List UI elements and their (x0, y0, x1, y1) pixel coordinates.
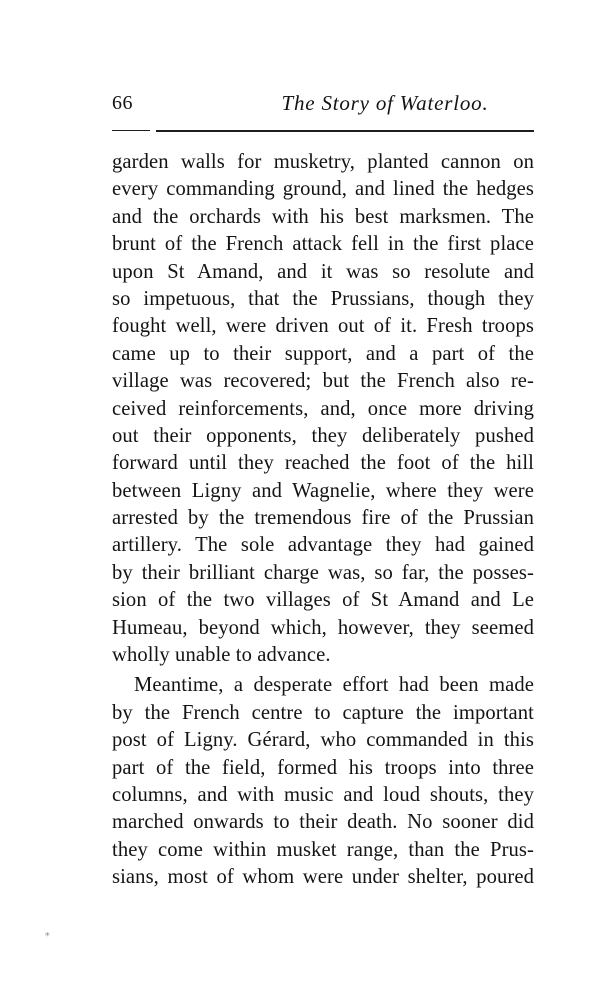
text-line: artillery. The sole advantage they had gained (112, 534, 534, 557)
text-line: village was recovered; but the French also re- (112, 370, 534, 393)
running-title: The Story of Waterloo. (281, 91, 489, 115)
text-line: fought well, were driven out of it. Fresh troops (112, 315, 534, 338)
paragraph-1 (112, 149, 534, 669)
text-line: Humeau, beyond which, however, they seemed (112, 616, 534, 639)
text-line: Meantime, a desperate effort had been made (134, 674, 534, 697)
text-line: upon St Amand, and it was so resolute and (112, 260, 534, 283)
text-line: sians, most of whom were under shelter, poured (112, 866, 534, 889)
page-number: 66 (112, 92, 133, 114)
text-line: arrested by the tremendous fire of the Prussian (112, 507, 534, 530)
text-line: they come within musket range, than the Prus- (112, 838, 534, 861)
text-line: every commanding ground, and lined the hedges (112, 178, 534, 201)
text-line: marched onwards to their death. No sooner did (112, 811, 534, 834)
page-header (112, 90, 534, 120)
text-line: garden walls for musketry, planted cannon on (112, 151, 534, 173)
text-line: forward until they reached the foot of the hill (112, 452, 534, 475)
text-line: ceived reinforcements, and, once more driving (112, 397, 534, 420)
text-line: by their brilliant charge was, so far, the posses- (112, 561, 534, 584)
text-line: wholly unable to advance. (112, 644, 331, 667)
printer-mark: * (45, 932, 50, 942)
header-rule-short-segment (112, 130, 150, 131)
text-line: so impetuous, that the Prussians, though they (112, 287, 534, 310)
text-line: came up to their support, and a part of the (112, 342, 534, 365)
text-line: out their opponents, they deliberately pushed (112, 424, 534, 447)
text-line: part of the field, formed his troops into three (112, 756, 534, 779)
body-text (112, 149, 534, 892)
header-rule (112, 130, 534, 132)
text-line: between Ligny and Wagnelie, where they were (112, 479, 534, 502)
header-rule-long-segment (156, 130, 534, 132)
text-line: brunt of the French attack fell in the first place (112, 233, 534, 256)
text-line: and the orchards with his best marksmen. The (112, 205, 534, 228)
text-line: post of Ligny. Gérard, who commanded in this (112, 729, 534, 752)
text-line: sion of the two villages of St Amand and Le (112, 589, 534, 612)
text-line: columns, and with music and loud shouts, they (112, 783, 534, 806)
paragraph-2 (112, 672, 534, 891)
text-line: by the French centre to capture the important (112, 701, 534, 724)
